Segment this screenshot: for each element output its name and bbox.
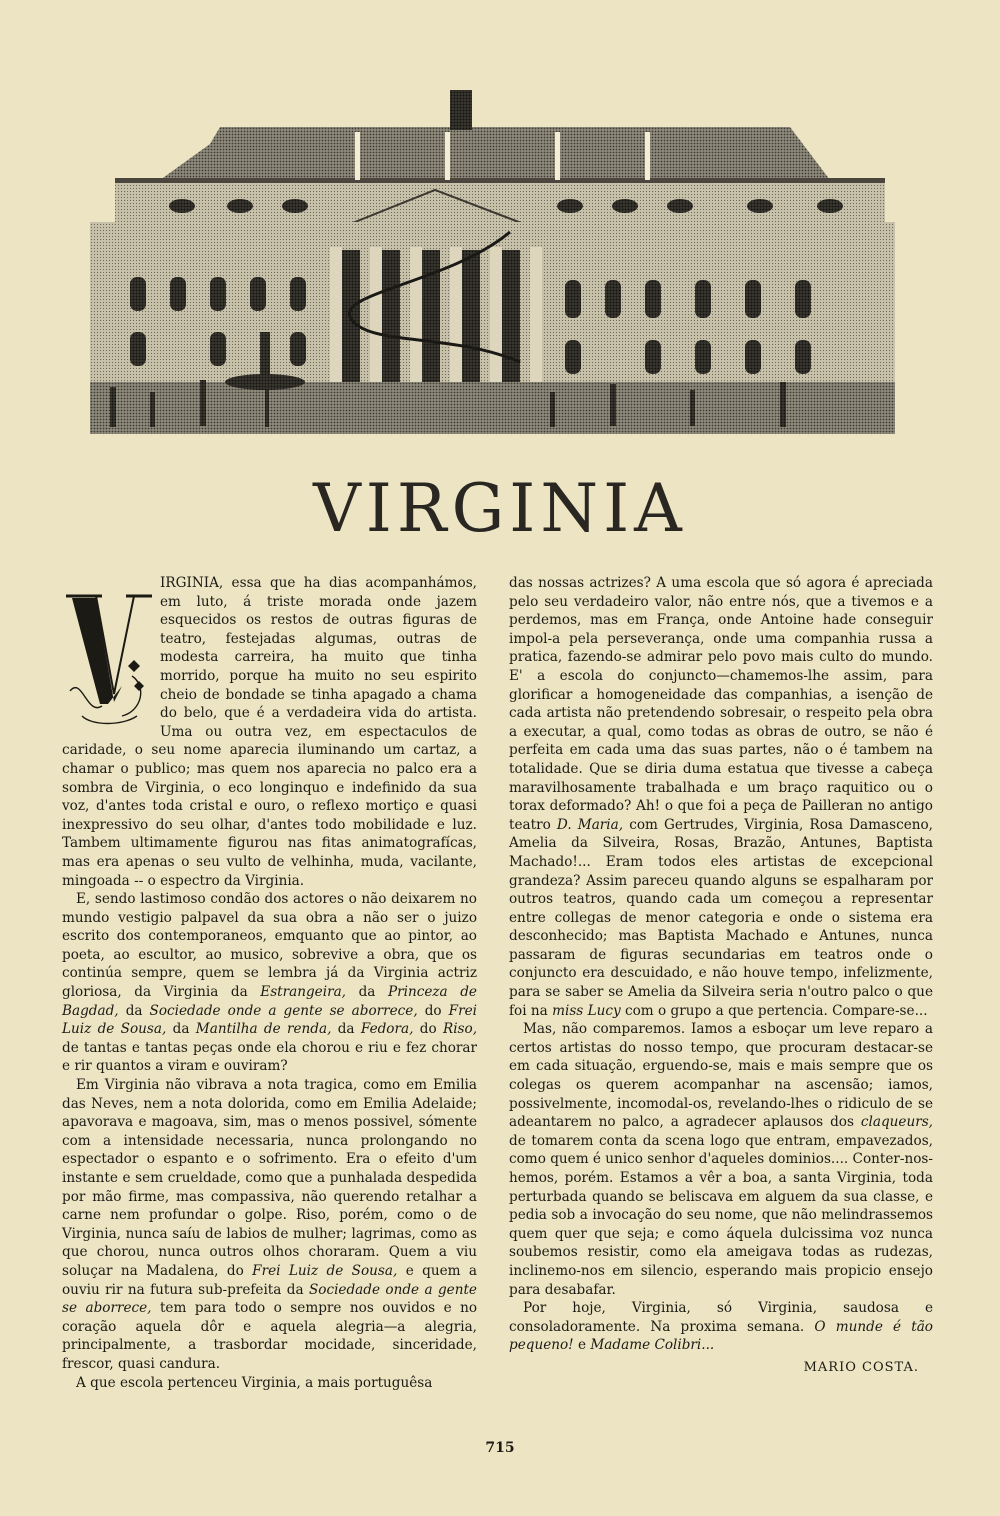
article-title: VIRGINIA bbox=[313, 470, 687, 547]
paragraph-5: das nossas actrizes? A uma escola que só agora é apreciada pelo seu verdadeiro valor, não entre nós, que a tivemos e a perdemos, mas em França, onde Antoine hade conseguir impol-a pela perseverança, onde uma companhia russa a pratica, fazendo-se admirar pelo povo mais culto do mundo. E' a escola do conjuncto—chamemos-lhe assim, para glorificar a homogeneidade das companhias, a isenção de cada artista não pretendendo sobresair, o respeito pela obra a executar, a qual, como todas as obras de outro, se não é perfeita em cada uma das suas partes, não o é tambem na totalidade. Que se diria duma estatua que tivesse a cabeça maravilhosamente trabalhada e um braço raquitico ou o torax deformado? Ah! o que foi a peça de Pailleran no antigo teatro D. Maria, com Gertrudes, Virginia, Rosa Damasceno, Amelia da Silveira, Rosas, Brazão, Antunes, Baptista Machado!... Eram todos eles artistas de excepcional grandeza? Assim pareceu quando alguns se espalharam por outros teatros, quando cada um começou a representar entre collegas de menor categoria e onde o sistema era desconhecido; mas Baptista Machado e Antunes, nunca passaram de figuras secundarias em teatros onde o conjuncto era descuidado, e não houve tempo, infelizmente, para se saber se Amelia da Silveira seria n'outro palco o que foi na miss Lucy com o grupo a que pertencia. Compare-se... bbox=[509, 575, 933, 1019]
drop-cap-v-icon bbox=[62, 576, 154, 730]
left-column bbox=[62, 574, 477, 1392]
page-number: 715 bbox=[485, 1440, 515, 1456]
paragraph-6: Mas, não comparemos. Iamos a esboçar um leve reparo a certos artistas do nosso tempo, que procuram destacar-se em cada situação, erguendo-se, mais e mais sempre que os colegas os querem acompanhar na ascensão; iamos, possivelmente, incomodal-os, revelando-lhes o ridiculo de se adeantarem no palco, a agradecer aplausos dos claqueurs, de tomarem conta da scena logo que entram, empavezados, como quem é unico senhor d'aqueles dominios.... Conter-nos-hemos, porém. Estamos a vêr a boa, a santa Virginia, toda perturbada quando se beliscava em alguem da sua classe, e pedia sob a invocação do seu nome, que não melindrassemos quem quer que seja; e como áquela dulcissima voz nunca soubemos resistir, como ela ameigava todas as rudezas, inclinemo-nos em silencio, esperando mais propicio ensejo para desabafar. bbox=[509, 1021, 933, 1298]
paragraph-7: Por hoje, Virginia, só Virginia, saudosa e consoladoramente. Na proxima semana. O munde é tão pequeno! e Madame Colibri... bbox=[509, 1300, 933, 1354]
paragraph-2: E, sendo lastimoso condão dos actores o não deixarem no mundo vestigio palpavel da sua obra a não ser o juizo escrito dos contemporaneos, emquanto que ao pintor, ao poeta, ao escultor, ao musico, sobrevive a obra, que os continúa sempre, quem se lembra já da Virginia actriz gloriosa, da Virginia da Estrangeira, da Princeza de Bagdad, da Sociedade onde a gente se aborrece, do Frei Luiz de Sousa, da Mantilha de renda, da Fedora, do Riso, de tantas e tantas peças onde ela chorou e riu e fez chorar e rir quantos a viram e ouviram? bbox=[62, 891, 478, 1075]
author-signature: MARIO COSTA. bbox=[803, 1359, 919, 1375]
paragraph-4: A que escola pertenceu Virginia, a mais portuguêsa bbox=[76, 1374, 433, 1391]
right-column bbox=[509, 574, 933, 1378]
theatre-photograph bbox=[90, 82, 895, 434]
theatre-building-image bbox=[90, 82, 895, 434]
paragraph-3: Em Virginia não vibrava a nota tragica, como em Emilia das Neves, nem a nota dolorida, como em Emilia Adelaide; apavorava e magoava, sim, mas o menos possivel, sómente com a intensidade necessaria, nunca prolongando no espectador o espanto e o sofrimento. Era o efeito d'um instante e sem crueldade, como que a punhalada despedida por mão firme, mas compassiva, não querendo retalhar a carne nem profundar o golpe. Riso, porém, como o de Virginia, nunca saíu de labios de mulher; lagrimas, como as que chorou, nunca outros olhos choraram. Quem a viu soluçar na Madalena, do Frei Luiz de Sousa, e quem a ouviu rir na futura sub-prefeita da Sociedade onde a gente se aborrece, tem para todo o sempre nos ouvidos e no coração aquela dôr e aquela alegria—a alegria, principalmente, a trasbordar mocidade, sinceridade, frescor, quasi candura. bbox=[62, 1077, 478, 1372]
ornamental-drop-cap bbox=[62, 576, 154, 730]
paragraph-1: IRGINIA, essa que ha dias acompanhámos, em luto, á triste morada onde jazem esquecidos os restos de outras figuras de teatro, festejadas algumas, outras de modesta carreira, ha muito que tinha morrido, porque ha muito no seu espirito cheio de bondade se tinha apagado a chama do belo, que é a verdadeira vida do artista. Uma ou outra vez, em espectaculos de caridade, o seu nome aparecia iluminando um cartaz, a chamar o publico; mas quem nos aparecia no palco era a sombra de Virginia, o eco longinquo e indefinido da sua voz, d'antes toda cristal e ouro, o reflexo mortiço e quasi inexpressivo do seu olhar, d'antes todo mobilidade e luz. Tambem ultimamente figurou nas fitas animatografícas, mas era apenas o seu vulto de velhinha, muda, vacilante, mingoada -- o espectro da Virginia. bbox=[62, 575, 477, 889]
